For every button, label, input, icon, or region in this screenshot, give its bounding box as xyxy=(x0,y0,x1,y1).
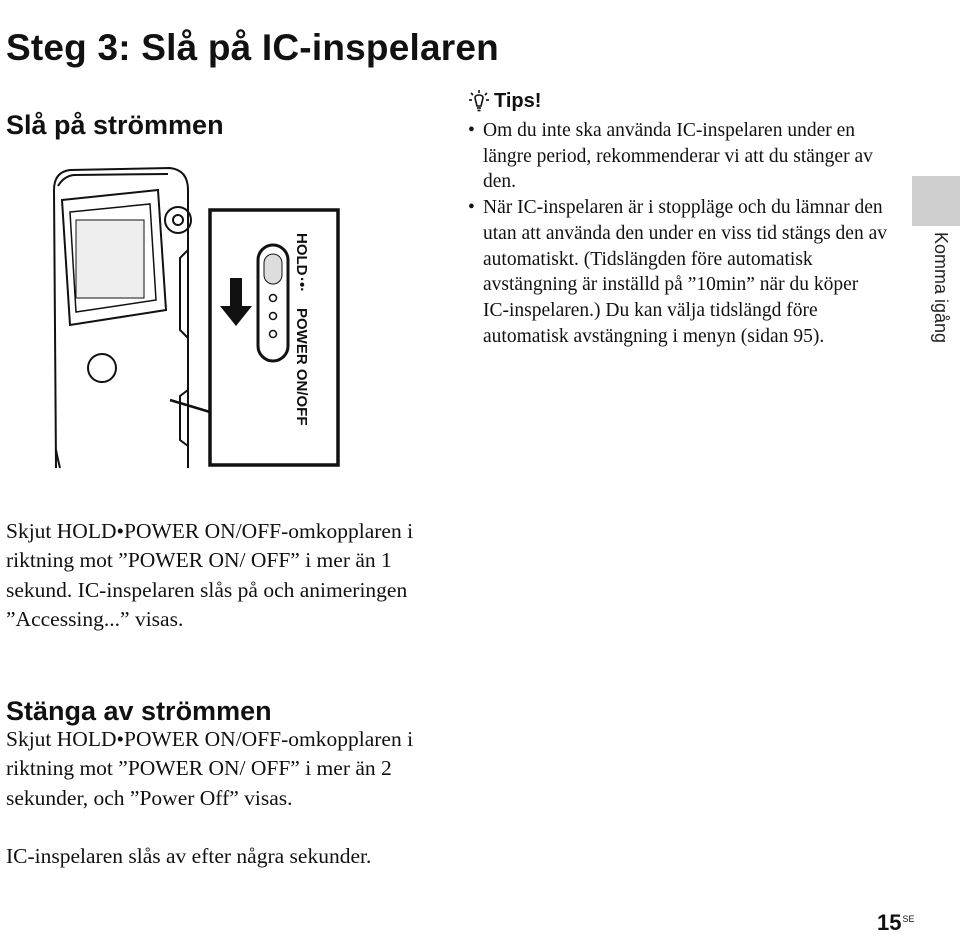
side-tab-marker xyxy=(912,176,960,226)
side-tab-label: Komma igång xyxy=(931,232,951,344)
bullet-icon: • xyxy=(468,120,475,141)
switch-label-power: POWER ON/OFF xyxy=(293,308,310,426)
section-heading-power-off: Stänga av strömmen xyxy=(6,696,272,727)
tips-list xyxy=(468,118,888,349)
lightbulb-icon xyxy=(468,89,490,113)
page-title: Steg 3: Slå på IC-inspelaren xyxy=(6,26,499,68)
tips-item: • När IC-inspelaren är i stoppläge och du lämnar den utan att använda den under en viss tid stängs den av automatiskt. (Tidslängden före automatisk avstängning är inställd på ”10min” när du köper IC-inspelaren.) Du kan välja tidslängd före automatisk avstängning i menyn (sidan 95). xyxy=(468,197,887,347)
switch-label-hold: HOLD xyxy=(293,233,310,276)
switch-zoom-panel xyxy=(210,210,338,465)
section-heading-power-on: Slå på strömmen xyxy=(6,110,224,141)
power-off-instructions: Skjut HOLD•POWER ON/OFF-omkopplaren i riktning mot ”POWER ON/ OFF” i mer än 2 sekunder, och ”Power Off” visas. xyxy=(6,727,414,810)
power-off-note: IC-inspelaren slås av efter några sekunder. xyxy=(6,844,372,868)
tips-item: • Om du inte ska använda IC-inspelaren under en längre period, rekommenderar vi att du stänger av den. xyxy=(468,120,873,193)
page-number-value: 15 xyxy=(877,910,902,935)
page-number xyxy=(877,910,915,936)
tips-header xyxy=(468,88,888,114)
recorder-device xyxy=(54,168,210,468)
tips-box xyxy=(468,88,888,349)
page-number-suffix: SE xyxy=(902,914,915,924)
tips-title: Tips! xyxy=(494,89,542,112)
bullet-icon: • xyxy=(468,197,475,219)
switch-label-dots: ·•· xyxy=(293,277,310,293)
power-on-instructions: Skjut HOLD•POWER ON/OFF-omkopplaren i riktning mot ”POWER ON/ OFF” i mer än 1 sekund. IC-inspelaren slås på och animeringen ”Accessing...” visas. xyxy=(6,519,414,632)
recorder-switch-illustration xyxy=(40,150,350,470)
